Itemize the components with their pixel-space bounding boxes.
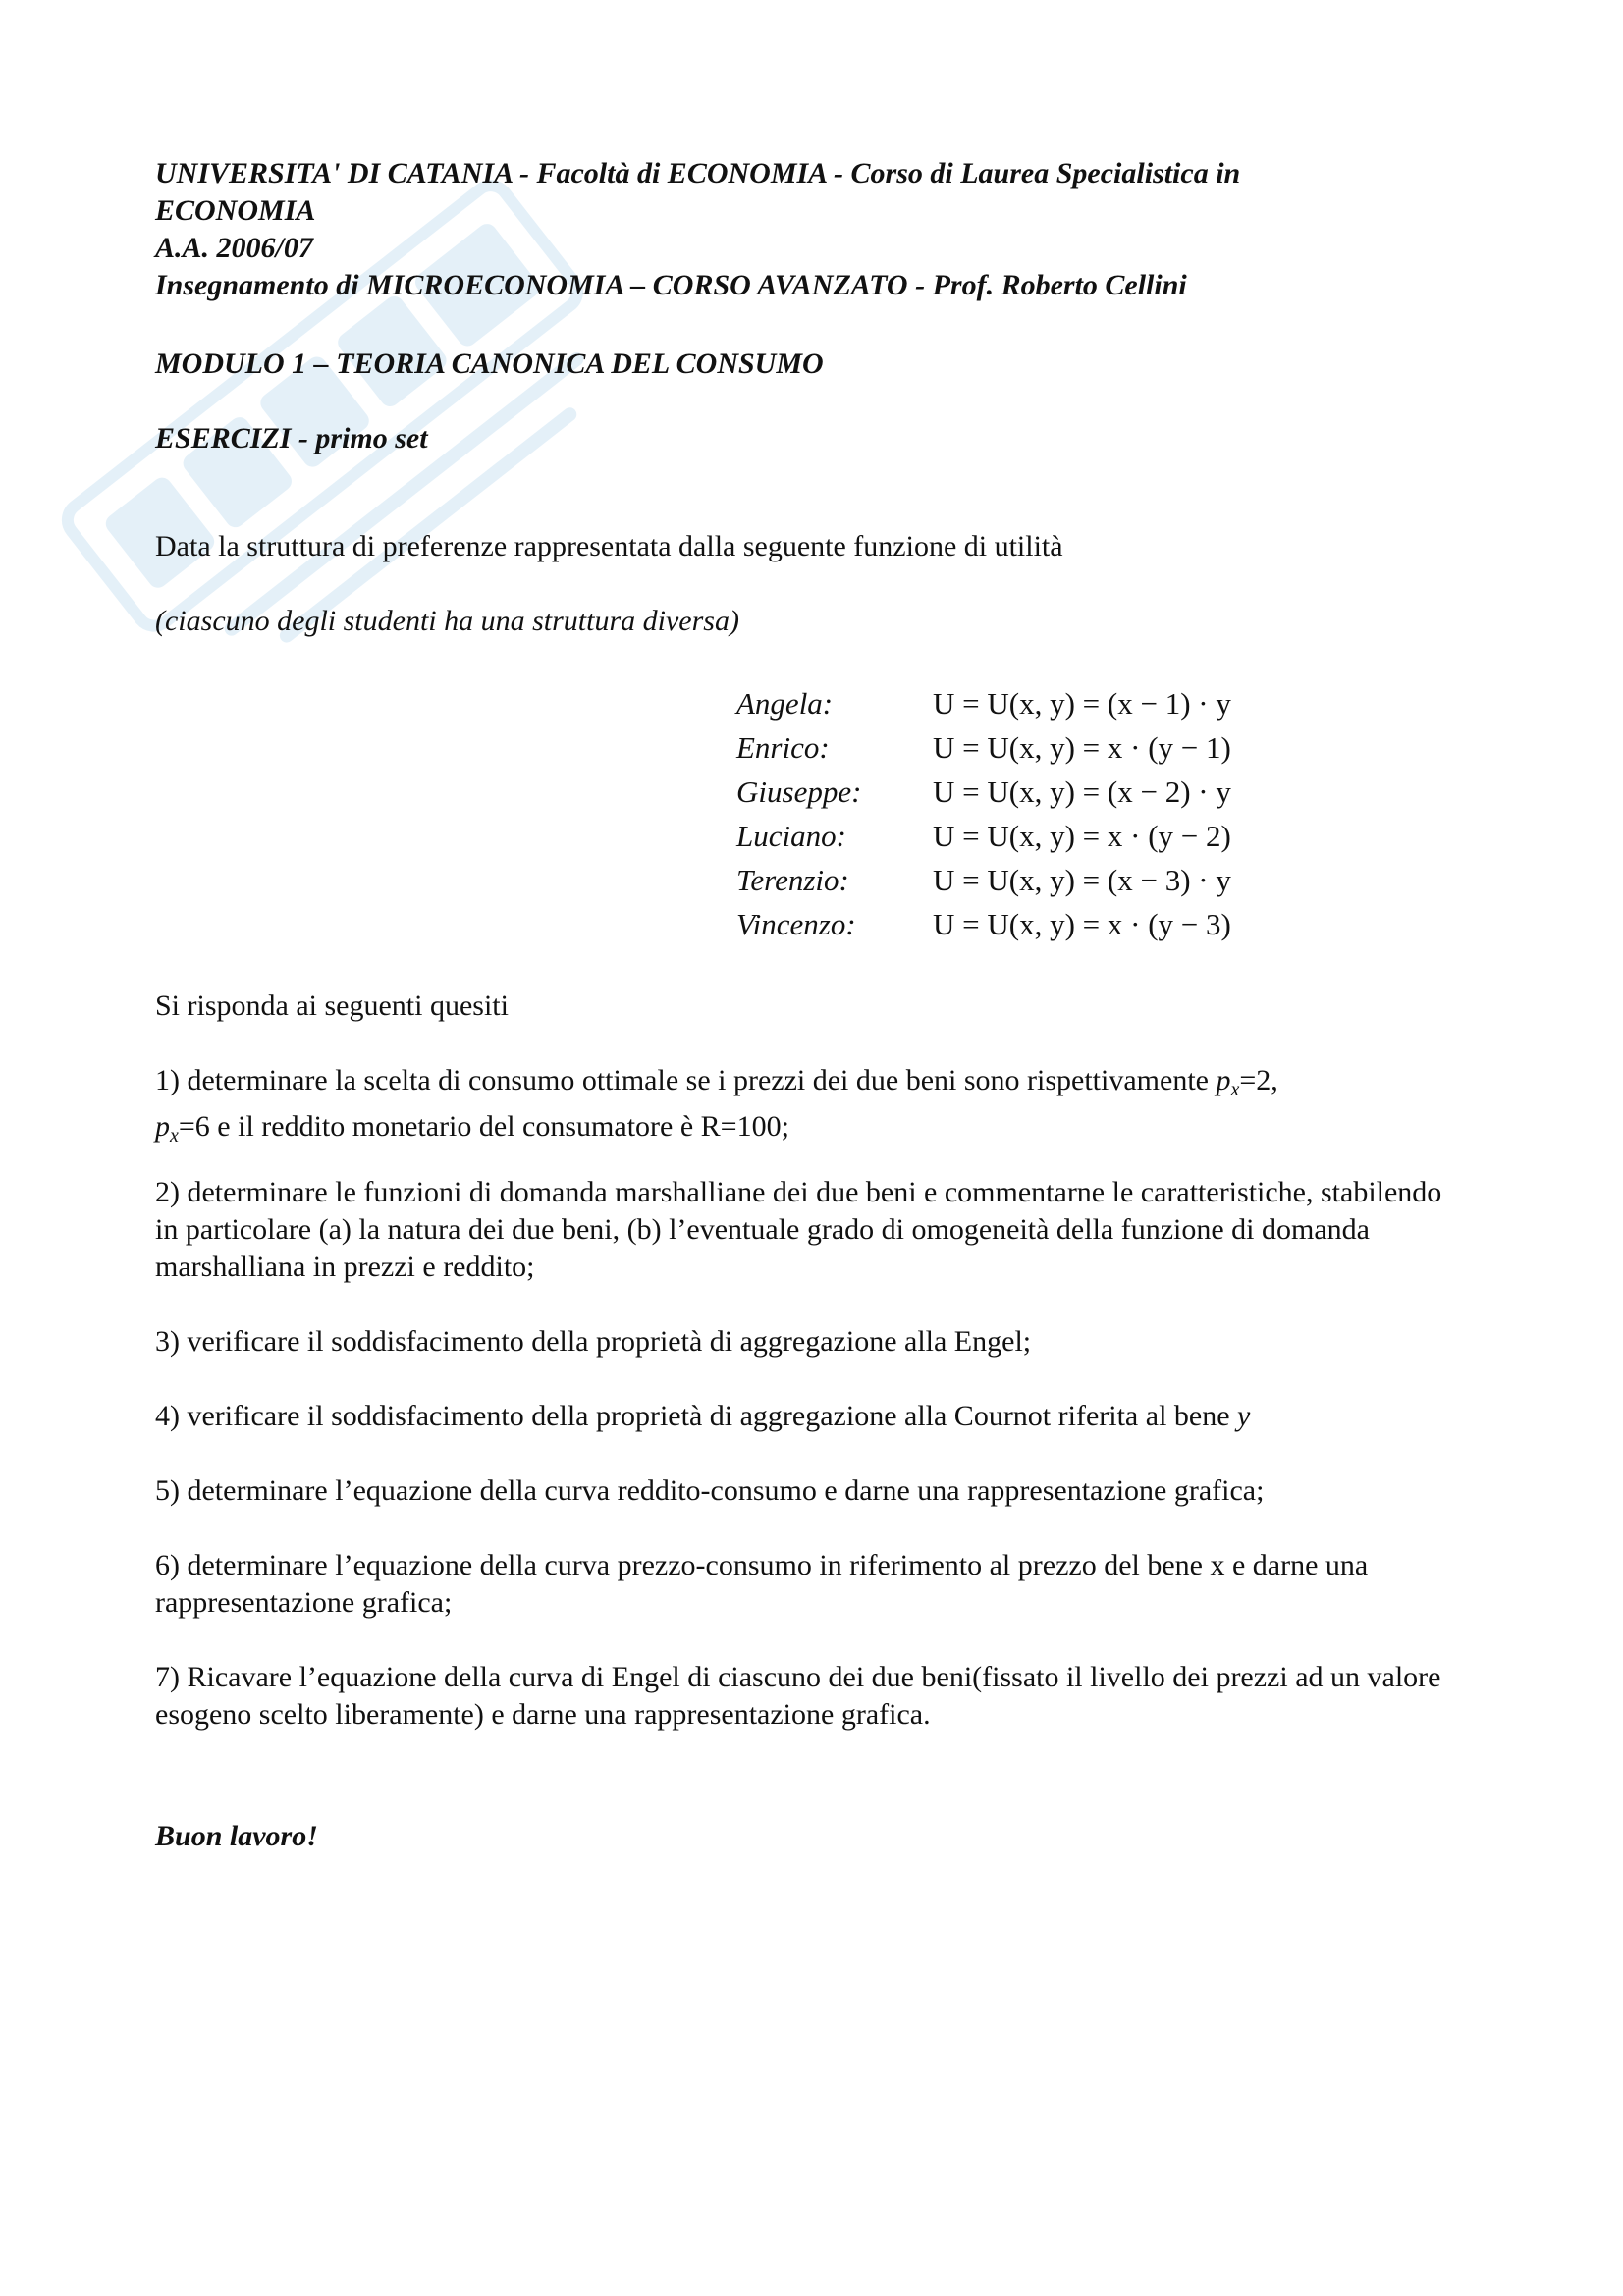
student-name: Vincenzo: xyxy=(736,907,856,941)
header-line-course: Insegnamento di MICROECONOMIA – CORSO AVANZATO - Prof. Roberto Cellini xyxy=(155,269,1187,301)
utility-row xyxy=(736,770,1231,814)
question-5: 5) determinare l’equazione della curva reddito-consumo e darne una rappresentazione grafica; xyxy=(155,1474,1265,1507)
question-4 xyxy=(155,1398,1471,1435)
price-subscript: x xyxy=(170,1125,179,1147)
utility-row xyxy=(736,814,1231,858)
header-line-university: UNIVERSITA' DI CATANIA - Facoltà di ECONOMIA - Corso di Laurea Specialistica in xyxy=(155,157,1241,189)
student-name: Angela: xyxy=(736,686,834,721)
student-name: Enrico: xyxy=(736,730,830,765)
utility-row xyxy=(736,858,1231,902)
header-line-degree: ECONOMIA xyxy=(155,194,316,227)
student-name: Giuseppe: xyxy=(736,774,862,809)
question-4-text: 4) verificare il soddisfacimento della proprietà di aggregazione alla Cournot riferita al bene xyxy=(155,1400,1238,1432)
utility-function-list xyxy=(736,681,1231,946)
closing-text: Buon lavoro! xyxy=(155,1820,318,1852)
question-7: 7) Ricavare l’equazione della curva di Engel di ciascuno dei due beni(fissato il livello dei prezzi ad un valore esogeno scelto liberamente) e darne una rappresentazione grafica. xyxy=(155,1661,1441,1731)
exercise-title: ESERCIZI - primo set xyxy=(155,422,428,454)
price-subscript: x xyxy=(1230,1079,1240,1100)
intro-note: (ciascuno degli studenti ha una struttura diversa) xyxy=(155,605,739,637)
utility-formula: U = U(x, y) = (x − 3) · y xyxy=(933,863,1231,897)
student-name: Terenzio: xyxy=(736,863,849,897)
student-name: Luciano: xyxy=(736,819,846,853)
question-1-text: 1) determinare la scelta di consumo ottimale se i prezzi dei due beni sono rispettivamente xyxy=(155,1064,1217,1096)
utility-formula: U = U(x, y) = x · (y − 3) xyxy=(933,907,1231,941)
price-symbol: p xyxy=(155,1110,170,1143)
utility-row xyxy=(736,725,1231,770)
utility-formula: U = U(x, y) = x · (y − 1) xyxy=(933,730,1231,765)
utility-row xyxy=(736,681,1231,725)
question-1 xyxy=(155,1062,1471,1154)
utility-formula: U = U(x, y) = x · (y − 2) xyxy=(933,819,1231,853)
price-value-1: =2, xyxy=(1239,1064,1278,1096)
price-value-2: =6 e il reddito monetario del consumatore è R=100; xyxy=(178,1110,789,1143)
questions-intro: Si risponda ai seguenti quesiti xyxy=(155,989,509,1022)
utility-formula: U = U(x, y) = (x − 2) · y xyxy=(933,774,1231,809)
header-line-academic-year: A.A. 2006/07 xyxy=(155,232,313,264)
question-2: 2) determinare le funzioni di domanda marshalliane dei due beni e commentarne le caratteristiche, stabilendo in particolare (a) la natura dei due beni, (b) l’eventuale grado di omogeneità della funzione di domanda marshalliana in prezzi e reddito; xyxy=(155,1176,1442,1283)
intro-text: Data la struttura di preferenze rappresentata dalla seguente funzione di utilità xyxy=(155,530,1063,562)
module-title: MODULO 1 – TEORIA CANONICA DEL CONSUMO xyxy=(155,347,824,380)
question-6: 6) determinare l’equazione della curva prezzo-consumo in riferimento al prezzo del bene x e darne una rappresentazione grafica; xyxy=(155,1549,1369,1619)
utility-formula: U = U(x, y) = (x − 1) · y xyxy=(933,686,1231,721)
utility-row xyxy=(736,902,1231,946)
question-4-variable: y xyxy=(1237,1400,1251,1432)
price-symbol: p xyxy=(1216,1064,1231,1096)
question-3: 3) verificare il soddisfacimento della proprietà di aggregazione alla Engel; xyxy=(155,1325,1032,1358)
